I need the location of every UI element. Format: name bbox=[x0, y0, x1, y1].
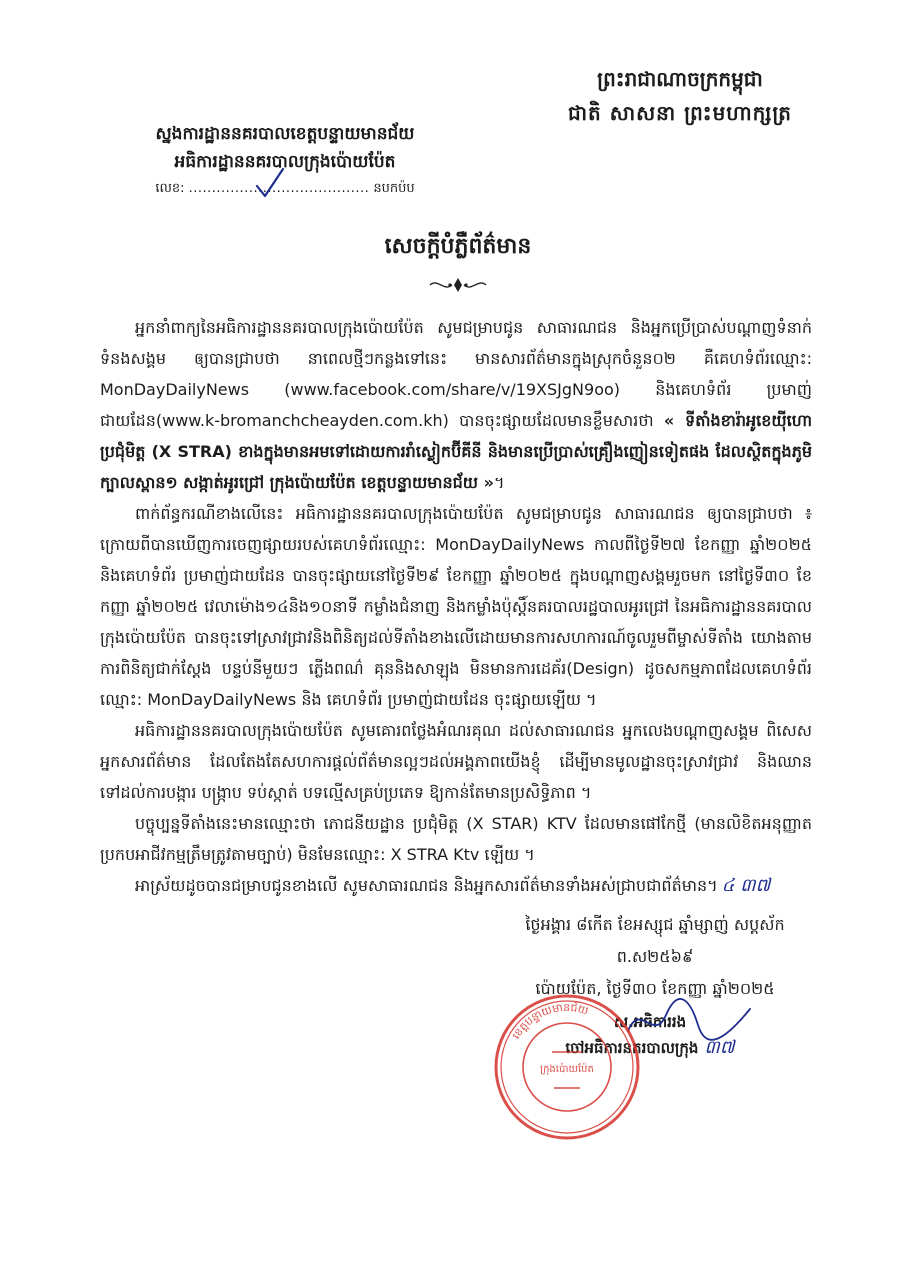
svg-text:ខេត្តបន្ទាយមានជ័យ bbox=[509, 1000, 589, 1042]
paragraph-1 bbox=[100, 312, 812, 498]
title-ornament-icon bbox=[428, 276, 488, 294]
paragraph-1-quote: « ទីតាំងខារ៉ាអូខេយ៉ីហោ ប្រជុំមិត្ត (X STRA) ខាងក្នុងមានអមទៅដោយការរាំស្លៀកប៊ីគីនី និងមានប្រើប្រាស់គ្រឿងញៀនទៀតផង ដែលស្ថិតក្នុងភូមិក្បាលស្ពាន១ សង្កាត់អូរជ្រៅ ក្រុងប៉ោយប៉ែត ខេត្តបន្ទាយមានជ័យ » bbox=[100, 411, 812, 492]
provincial-police-name: ស្នងការដ្ឋាននគរបាលខេត្តបន្ទាយមានជ័យ bbox=[155, 124, 415, 144]
stamp-ring-text: ខេត្តបន្ទាយមានជ័យ bbox=[509, 1000, 590, 1042]
national-motto: ជាតិ សាសនា ព្រះមហាក្សត្រ bbox=[568, 101, 792, 125]
paragraph-2: ពាក់ព័ន្ធករណីខាងលើនេះ អធិការដ្ឋាននគរបាលក្រុងប៉ោយប៉ែត សូមជម្រាបជូន សាធារណជន ឲ្យបានជ្រាបថា ៖ ក្រោយពីបានឃើញការចេញផ្សាយរបស់គេហទំព័រឈ្មោះ: MonDayDailyNews កាលពីថ្ងៃទី២៧ ខែកញ្ញា ឆ្នាំ២០២៥ និងគេហទំព័រ ប្រមាញ់ជាយដែន បានចុះផ្សាយនៅថ្ងៃទី២៩ ខែកញ្ញា ឆ្នាំ២០២៥ ក្នុងបណ្តាញសង្គមរួចមក នៅថ្ងៃទី៣០ ខែកញ្ញា ឆ្នាំ២០២៥ វេលាម៉ោង១៤និង១០នាទី កម្លាំងជំនាញ និងកម្លាំងប៉ុស្តិ៍នគរបាលរដ្ឋបាលអូរជ្រៅ នៃអធិការដ្ឋាននគរបាលក្រុងប៉ោយប៉ែត បានចុះទៅស្រាវជ្រាវនិងពិនិត្យដល់ទីតាំងខាងលើដោយមានការសហការណ៍ចូលរួមពីម្ចាស់ទីតាំង យោងតាមការពិនិត្យជាក់ស្តែង បន្ទប់នីមួយៗ ភ្លើងពណ៌ គុននិងសាឡុង មិនមានការដេគ័រ(Design) ដូចសកម្មភាពដែលគេហទំព័រឈ្មោះ: MonDayDailyNews និង គេហទំព័រ ប្រមាញ់ជាយដែន ចុះផ្សាយឡើយ ។ bbox=[100, 504, 812, 709]
signatory-unit-text: ចៅអធិការនគរបាលក្រុង bbox=[565, 1039, 699, 1057]
organization-header bbox=[85, 120, 485, 202]
signature-handwritten-mark: ៣៧ bbox=[704, 1037, 735, 1058]
signatory-title: ស.អធិការរង bbox=[613, 1013, 687, 1031]
city-police-name: អធិការដ្ឋាននគរបាលក្រុងប៉ោយប៉ែត bbox=[174, 152, 396, 172]
paragraph-1-text: អ្នកនាំពាក្យនៃអធិការដ្ឋាននគរបាលក្រុងប៉ោយប៉ែត សូមជម្រាបជូន សាធារណជន និងអ្នកប្រើប្រាស់បណ្តាញទំនាក់ទំនងសង្គម ឲ្យបានជ្រាបថា នាពេលថ្មីៗកន្លងទៅនេះ មានសារព័ត៌មានក្នុងស្រុកចំនួន០២ គឺគេហទំព័រឈ្មោះ: MonDayDailyNews (www.facebook.com/share/v/19XSJgN9oo) និងគេហទំព័រ ប្រមាញ់ជាយដែន(www.k-bromanchcheayden.com.kh) បានចុះផ្សាយដែលមានខ្លឹមសារថា bbox=[100, 318, 812, 430]
reference-suffix: នបកប៉ប bbox=[373, 181, 415, 196]
reference-label: លេខ: bbox=[155, 181, 185, 196]
paragraph-1-end: ។ bbox=[493, 473, 505, 492]
reference-number-line bbox=[85, 176, 485, 202]
handwritten-note: ៤ ៣៧ bbox=[721, 875, 771, 896]
kingdom-title: ព្រះរាជាណាចក្រកម្ពុជា bbox=[597, 67, 763, 91]
document-body bbox=[100, 312, 812, 1061]
kingdom-header bbox=[520, 62, 840, 130]
paragraph-3: អធិការដ្ឋាននគរបាលក្រុងប៉ោយប៉ែត សូមគោរពថ្លែងអំណរគុណ ដល់សាធារណជន អ្នកលេងបណ្តាញសង្គម ពិសេសអ្នកសារព័ត៌មាន ដែលតែងតែសហការផ្តល់ព័ត៌មានល្អៗដល់អង្គភាពយើងខ្ញុំ ដើម្បីមានមូលដ្ឋានចុះស្រាវជ្រាវ និងឈានទៅដល់ការបង្ការ បង្ក្រាប ទប់ស្កាត់ បទល្មើសគ្រប់ប្រភេទ ឱ្យកាន់តែមានប្រសិទ្ធិភាព ។ bbox=[100, 721, 812, 802]
place-and-date: ប៉ោយប៉ែត, ថ្ងៃទី៣០ ខែកញ្ញា ឆ្នាំ២០២៥ bbox=[535, 979, 775, 998]
official-seal-stamp bbox=[492, 992, 642, 1142]
document-title: សេចក្តីបំភ្លឺព័ត៌មាន bbox=[384, 234, 532, 259]
lunar-date: ថ្ងៃអង្គារ ៨កើត ខែអស្សុជ ឆ្នាំម្សាញ់ សប្តស័ក ព.ស២៥៦៩ bbox=[525, 915, 785, 966]
paragraph-5 bbox=[100, 870, 812, 901]
paragraph-5-text: អាស្រ័យដូចបានជម្រាបជូនខាងលើ សូមសាធារណជន និងអ្នកសារព័ត៌មានទាំងអស់ជ្រាបជាព័ត៌មាន។ bbox=[135, 876, 718, 895]
handwritten-check-icon bbox=[253, 166, 287, 200]
paragraph-4: បច្ចុប្បន្នទីតាំងនេះមានឈ្មោះថា ភោជនីយដ្ឋាន ប្រជុំមិត្ត (X STAR) KTV ដែលមានផៅកែថ្មី (មានលិខិតអនុញ្ញាត ប្រកបអាជីវកម្មត្រឹមត្រូវតាមច្បាប់) មិនមែនឈ្មោះ: X STRA Ktv ឡើយ ។ bbox=[100, 814, 812, 864]
stamp-center-text: ក្រុងប៉ោយប៉ែត bbox=[540, 1064, 594, 1075]
reference-dots: ....................................... bbox=[188, 181, 370, 196]
